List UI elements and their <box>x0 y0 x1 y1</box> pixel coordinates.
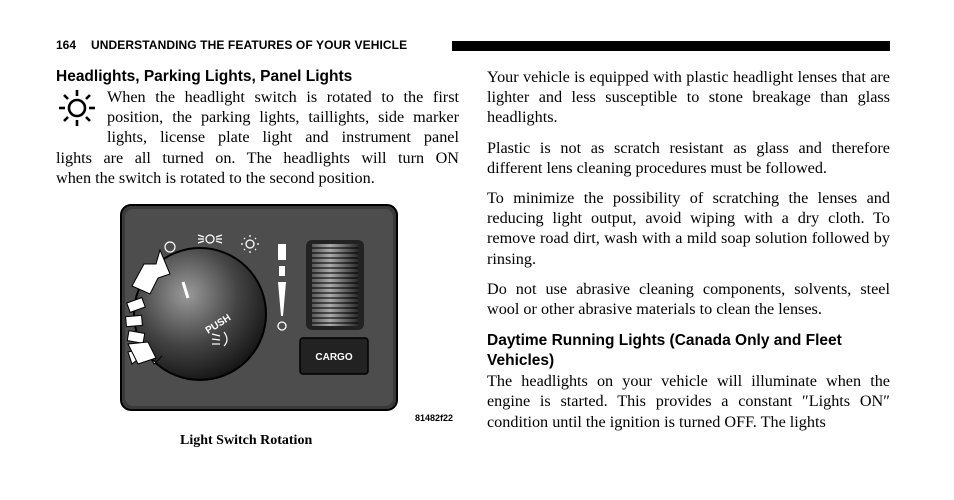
body-line: when the switch is rotated to the second position. <box>56 168 375 187</box>
dimmer-bright-mark <box>278 244 286 260</box>
section-heading-drl: Daytime Running Lights (Canada Only and Fleet Vehicles) <box>487 332 842 370</box>
left-column <box>56 67 459 188</box>
figure-id: 81482f22 <box>415 413 454 423</box>
knob-push-label: PUSH <box>203 312 234 337</box>
right-column <box>487 67 890 442</box>
cargo-button-label: CARGO <box>315 352 353 363</box>
body-paragraph: Plastic is not as scratch resistant as glass and therefore different lens cleaning procedures must be followed. <box>487 138 890 177</box>
body-line: When the headlight switch is rotated to the first <box>107 88 459 106</box>
section-heading-headlights: Headlights, Parking Lights, Panel Lights <box>56 68 353 85</box>
body-paragraph: Do not use abrasive cleaning components, solvents, steel wool or other abrasive materials to clean the lenses. <box>487 279 890 319</box>
running-title: UNDERSTANDING THE FEATURES OF YOUR VEHICLE <box>91 38 408 52</box>
dimmer-thumbwheel <box>312 244 358 326</box>
header-rule <box>452 41 890 51</box>
body-line: position, the parking lights, taillights, side marker <box>107 108 459 127</box>
body-paragraph: The headlights on your vehicle will illuminate when the engine is started. This provides a constant ″Lights ON″ condition until the ignition is turned OFF. The lights <box>487 372 890 431</box>
body-paragraph: Your vehicle is equipped with plastic headlight lenses that are lighter and less susceptible to stone breakage than glass headlights. <box>487 68 890 127</box>
page-header <box>56 37 890 53</box>
light-switch-illustration <box>120 204 398 411</box>
body-paragraph: To minimize the possibility of scratching the lenses and reducing light output, avoid wiping with a dry cloth. To remove road dirt, wash with a mild soap solution followed by rinsing. <box>487 189 890 268</box>
indented-lines <box>56 87 459 148</box>
dimmer-mark <box>279 266 285 276</box>
body-line: lights, license plate light and instrument panel <box>107 128 459 147</box>
headlight-sun-icon <box>57 88 97 128</box>
page-number: 164 <box>56 38 77 52</box>
figure-caption: Light Switch Rotation <box>180 433 313 448</box>
body-line: lights are all turned on. The headlights will turn ON <box>56 148 459 167</box>
